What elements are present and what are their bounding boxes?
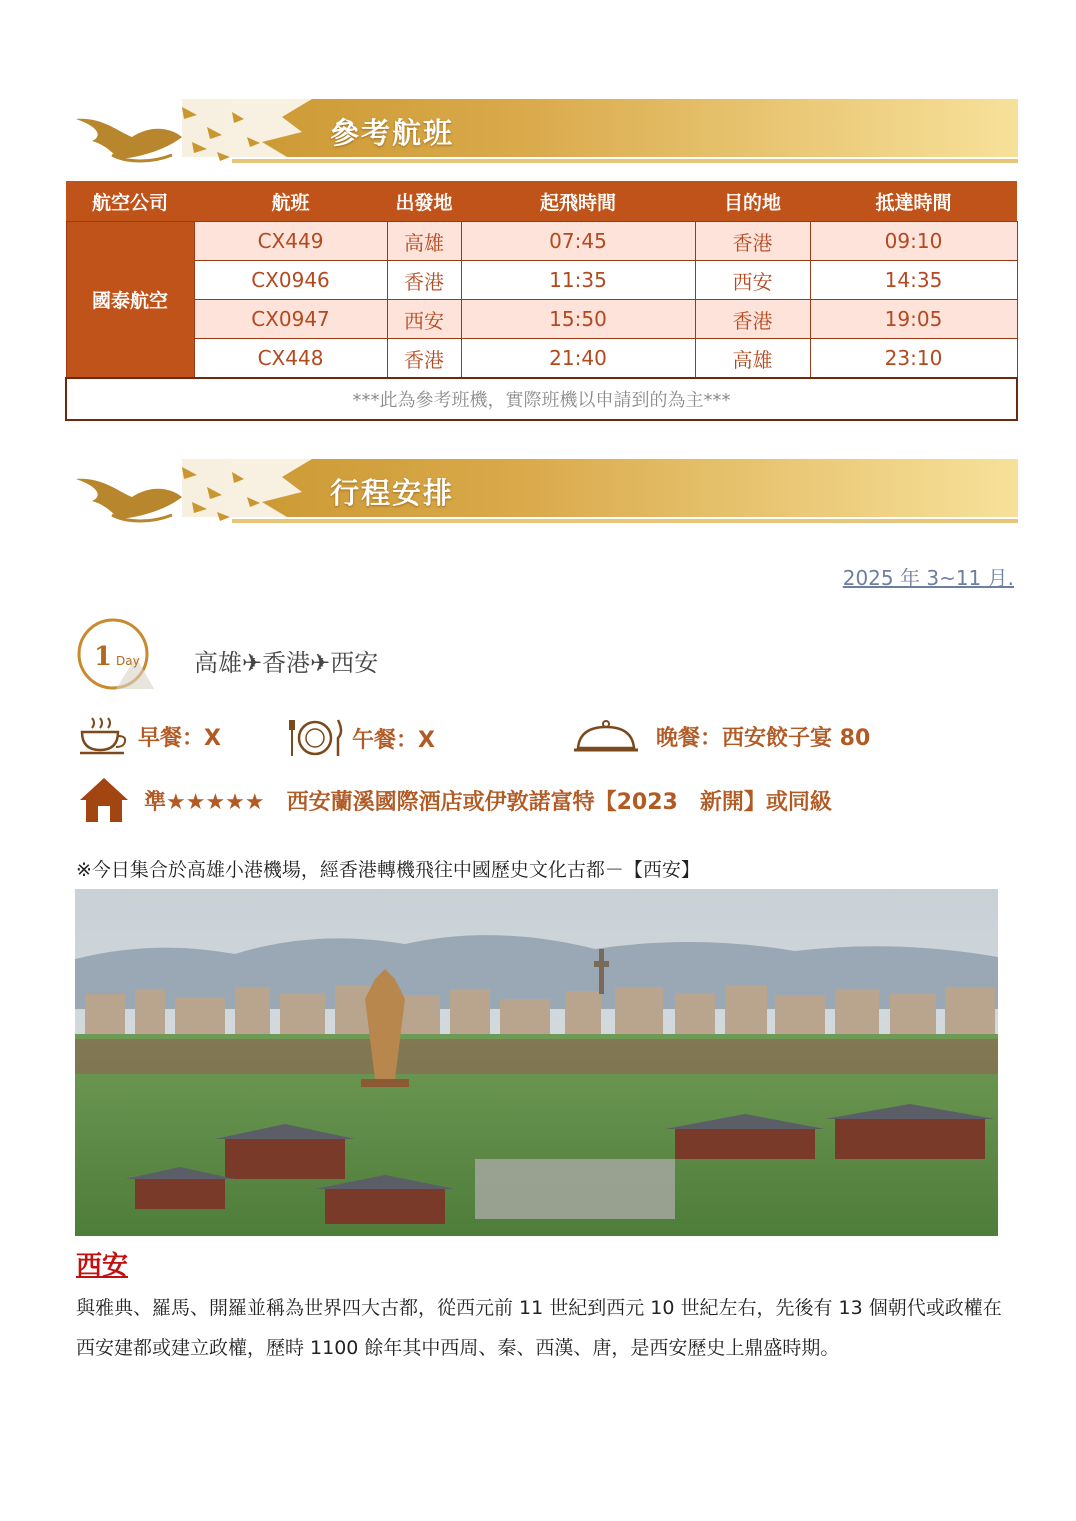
- to-cell: 香港: [695, 300, 810, 339]
- flights-banner: [72, 97, 1018, 167]
- flight-cell: CX0946: [194, 261, 387, 300]
- dep-cell: 11:35: [461, 261, 695, 300]
- flight-cell: CX0947: [194, 300, 387, 339]
- day-badge: [76, 617, 156, 699]
- coffee-cup-icon: [78, 716, 130, 756]
- arr-cell: 09:10: [810, 222, 1017, 261]
- golden-bird-icon: [72, 457, 1018, 527]
- to-cell: 香港: [695, 222, 810, 261]
- arr-cell: 14:35: [810, 261, 1017, 300]
- place-title: 西安: [76, 1251, 129, 1281]
- dinner: [572, 716, 870, 756]
- to-cell: 西安: [695, 261, 810, 300]
- from-cell: 香港: [387, 261, 461, 300]
- place-description: 與雅典、羅馬、開羅並稱為世界四大古都，從西元前 11 世紀到西元 10 世紀左右，先後有 13 個朝代或政權在西安建都或建立政權，歷時 1100 餘年其中西周、秦、西漢、唐，是西安歷史上鼎盛時期。: [76, 1297, 1002, 1359]
- day-number: 1: [94, 642, 113, 672]
- itinerary-title: 行程安排: [330, 476, 455, 510]
- header-from: 出發地: [387, 181, 461, 222]
- header-arr: 抵達時間: [810, 181, 1017, 222]
- table-note-row: [66, 378, 1017, 420]
- table-row: [66, 222, 1017, 261]
- table-row: [66, 300, 1017, 339]
- arr-cell: 23:10: [810, 339, 1017, 379]
- from-cell: 西安: [387, 300, 461, 339]
- from-cell: 香港: [387, 339, 461, 379]
- airline-cell: 國泰航空: [66, 222, 194, 379]
- breakfast-label: 早餐：X: [138, 725, 221, 751]
- hotel-label: 準★★★★★ 西安蘭溪國際酒店或伊敦諾富特【2023 新開】或同級: [144, 789, 832, 815]
- dep-cell: 07:45: [461, 222, 695, 261]
- table-row: [66, 339, 1017, 379]
- golden-bird-icon: [72, 97, 1018, 167]
- plate-cutlery-icon: [286, 716, 344, 760]
- xian-photo: [75, 889, 998, 1236]
- lunch: [286, 716, 435, 760]
- table-header-row: [66, 181, 1017, 222]
- itinerary-banner: [72, 457, 1018, 527]
- flight-cell: CX448: [194, 339, 387, 379]
- day-route: 高雄✈香港✈西安: [194, 649, 379, 677]
- header-flight: 航班: [194, 181, 387, 222]
- date-range-link[interactable]: 2025 年 3~11 月.: [842, 566, 1014, 590]
- hotel: [78, 776, 832, 824]
- lunch-label: 午餐：X: [352, 727, 435, 753]
- table-row: [66, 261, 1017, 300]
- to-cell: 高雄: [695, 339, 810, 379]
- day-label: Day: [116, 654, 140, 668]
- header-to: 目的地: [695, 181, 810, 222]
- flights-note: ***此為參考班機，實際班機以申請到的為主***: [66, 378, 1017, 420]
- from-cell: 高雄: [387, 222, 461, 261]
- dinner-label: 晚餐：西安餃子宴 80: [656, 725, 871, 751]
- header-airline: 航空公司: [66, 181, 194, 222]
- dep-cell: 15:50: [461, 300, 695, 339]
- cloche-icon: [572, 716, 642, 756]
- flights-title: 參考航班: [330, 116, 455, 150]
- flight-cell: CX449: [194, 222, 387, 261]
- today-note: ※今日集合於高雄小港機場，經香港轉機飛往中國歷史文化古都－【西安】: [76, 859, 700, 881]
- flights-table: [65, 181, 1018, 421]
- header-dep: 起飛時間: [461, 181, 695, 222]
- dep-cell: 21:40: [461, 339, 695, 379]
- breakfast: [78, 716, 221, 756]
- arr-cell: 19:05: [810, 300, 1017, 339]
- house-icon: [78, 776, 130, 824]
